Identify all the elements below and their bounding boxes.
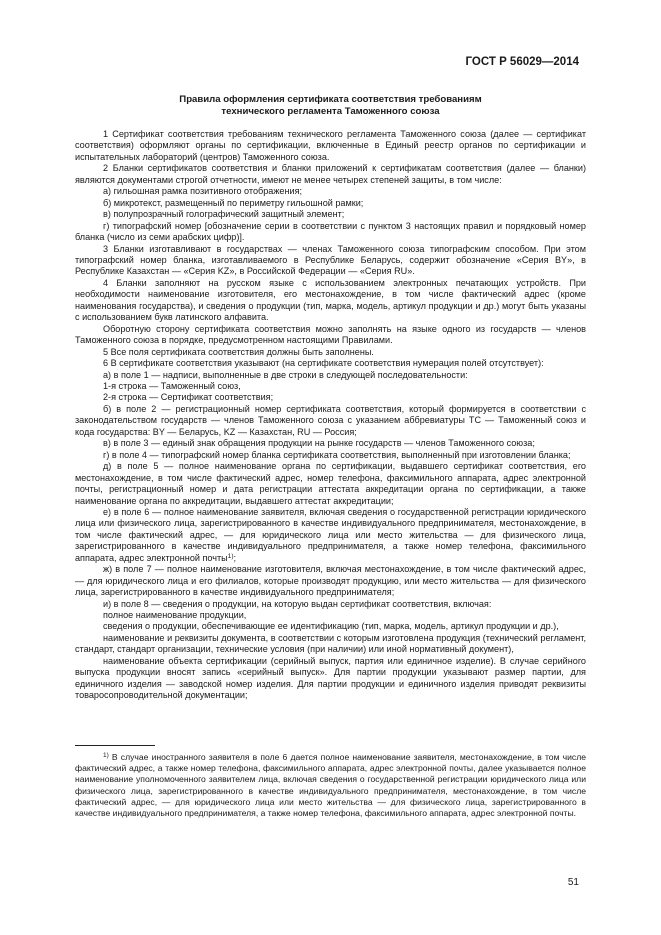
section-title: [75, 94, 586, 117]
paragraph: г) в поле 4 — типографский номер бланка сертификата соответствия, выполненный при изготовлении бланка;: [103, 449, 571, 460]
paragraph: полное наименование продукции,: [103, 610, 247, 621]
paragraph-text: е) в поле 6 — полное наименование заявителя, включая сведения о государственной регистрации юридического лица или физического лица, зарегистрированного в качестве индивидуального предпринимателя, местонахождение, в том числе фактический адрес, — для юридического лица или место жительства — для физического лица, зарегистрированного в качестве индивидуального предпринимателя, а также номер телефона, факсимильного аппарата, адрес электронной почты: [75, 506, 586, 563]
paragraph: д) в поле 5 — полное наименование органа по сертификации, выдавшего сертификат соответствия, его местонахождение, в том числе фактический адрес, номер телефона, факсимильного аппарата, адрес электронной почты, регистрационный номер и дата регистрации аттестата аккредитации органа по сертификации, а также наименование органа по аккредитации, выдавшего аттестат аккредитации;: [75, 461, 586, 506]
paragraph: в) полупрозрачный голографический защитный элемент;: [103, 209, 345, 220]
paragraph: и) в поле 8 — сведения о продукции, на которую выдан сертификат соответствия, включая:: [103, 598, 492, 609]
paragraph: б) в поле 2 — регистрационный номер сертификата соответствия, который формируется в соответствии с законодательством государств — членов Таможенного союза с указанием аббревиатуры ТС — Таможенный союз и кода государства: BY — Беларусь, KZ — Казахстан, RU — Россия;: [75, 403, 586, 437]
paragraph: а) гильошная рамка позитивного отображения;: [103, 186, 303, 197]
paragraph: ж) в поле 7 — полное наименование изготовителя, включая местонахождение, в том числе фактический адрес, — для юридического лица и его филиалов, которые производят продукцию, или место жительства — для физического лица, зарегистрированного в качестве индивидуального предпринимателя;: [75, 564, 586, 598]
paragraph: 2 Бланки сертификатов соответствия и бланки приложений к сертификатам соответствия (далее — бланки) являются документами строгой отчетности, имеют не менее четырех степеней защиты, в том числе:: [75, 163, 586, 185]
page-number: 51: [567, 877, 579, 888]
section-title-line-1: Правила оформления сертификата соответствия требованиям: [179, 94, 482, 105]
section-title-line-2: технического регламента Таможенного союза: [221, 105, 440, 117]
paragraph: сведения о продукции, обеспечивающие ее идентификацию (тип, марка, модель, артикул продукции и др.),: [103, 621, 559, 632]
footnote-text: В случае иностранного заявителя в поле 6 дается полное наименование заявителя, местонахождение, в том числе фактический адрес, а также номер телефона, факсимильного аппарата, адрес электронной почты, далее указывается полное наименование уполномоченного заявителем лица, включая сведения о государственной регистрации юридического лица или физического лица, зарегистрированного в качестве индивидуального предпринимателя, местонахождение, в том числе фактический адрес, — для юридического лица или место жительства — для физического лица, зарегистрированного в качестве индивидуального предпринимателя, а также номер телефона, факсимильного аппарата, адрес электронной почты.: [75, 752, 586, 819]
paragraph: 1 Сертификат соответствия требованиям технического регламента Таможенного союза (далее — сертификат соответствия) оформляют органы по сертификации, включенные в Единый реестр органов по сертификации и испытательных лабораторий (центров) Таможенного союза.: [75, 129, 586, 162]
footnote-divider: [75, 745, 155, 746]
paragraph: Оборотную сторону сертификата соответствия можно заполнять на языке одного из государств — членов Таможенного союза в порядке, предусмотренном настоящими Правилами.: [75, 323, 586, 346]
paragraph: 5 Все поля сертификата соответствия должны быть заполнены.: [103, 346, 374, 357]
paragraph: б) микротекст, размещенный по периметру гильошной рамки;: [103, 197, 364, 208]
paragraph: наименование объекта сертификации (серийный выпуск, партия или единичное изделие). В случае серийного выпуска продукции вносят запись «серийный выпуск». Для партии продукции указывают размер партии, для единичного изделия — заводской номер изделия. Для партии продукции и единичного изделия приводят реквизиты товаросопроводительной документации;: [75, 655, 586, 701]
paragraph: 2-я строка — Сертификат соответствия;: [103, 392, 274, 403]
paragraph: а) в поле 1 — надписи, выполненные в две строки в следующей последовательности:: [103, 369, 468, 380]
paragraph: 4 Бланки заполняют на русском языке с использованием электронных печатающих устройств. При необходимости наименование изготовителя, его местонахождение, в том числе фактический адрес (кроме наименования государства), и сведения о продукции (тип, марка, модель, артикул продукции и др.) могут быть указаны с использованием букв латинского алфавита.: [75, 277, 586, 323]
footnote-marker: 1): [103, 752, 109, 759]
paragraph: 6 В сертификате соответствия указывают (на сертификате соответствия нумерация полей отсутствует):: [103, 358, 544, 369]
standard-designation: ГОСТ Р 56029—2014: [465, 56, 579, 68]
paragraph: г) типографский номер [обозначение серии в соответствии с пунктом 3 настоящих правил и порядковый номер бланка (число из семи арабских цифр)].: [75, 220, 586, 243]
paragraph: 3 Бланки изготавливают в государствах — членах Таможенного союза типографским способом. При этом типографский номер бланка, изготавливаемого в Республике Беларусь, содержит обозначение «Серия BY», в Республике Казахстан — «Серия KZ», в Российской Федерации — «Серия RU».: [75, 243, 586, 277]
footnote-reference: 1): [227, 552, 234, 560]
paragraph-with-footnote-ref: е) в поле 6 — полное наименование заявителя, включая сведения о государственной регистрации юридического лица или физического лица, зарегистрированного в качестве индивидуального предпринимателя, местонахождение, в том числе фактический адрес, — для юридического лица или место жительства — для физического лица, зарегистрированного в качестве индивидуального предпринимателя, а также номер телефона, факсимильного аппарата, адрес электронной почты$^{1)}$;: [75, 506, 586, 563]
paragraph: в) в поле 3 — единый знак обращения продукции на рынке государств — членов Таможенного союза;: [103, 438, 535, 449]
paragraph: 1-я строка — Таможенный союз,: [103, 380, 241, 391]
footnote: [75, 752, 586, 819]
paragraph: наименование и реквизиты документа, в соответствии с которым изготовлена продукция (технический регламент, стандарт, стандарт организации, технические условия (при наличии) или иной нормативный документ),: [75, 632, 586, 655]
body-text: [75, 129, 586, 702]
